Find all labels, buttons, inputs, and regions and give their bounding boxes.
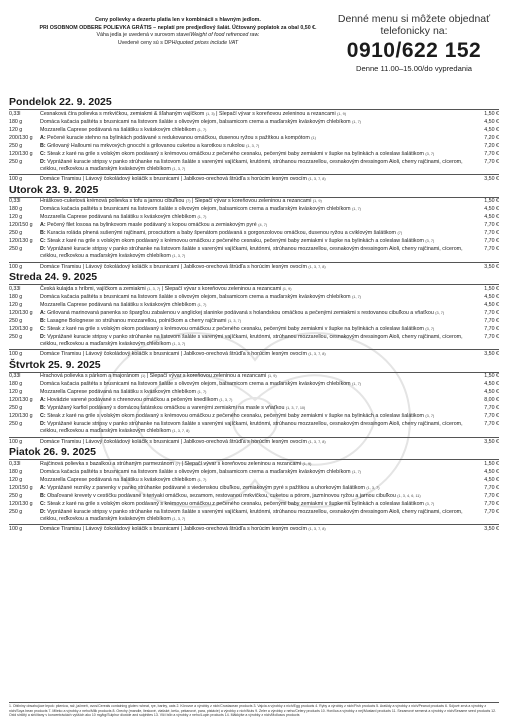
menu-item-row [9, 230, 499, 238]
item-allergens: (1, 3, 7) [227, 318, 241, 323]
item-description [40, 413, 473, 420]
item-price: 4,50 € [484, 214, 499, 220]
item-weight: 180 g [9, 468, 23, 475]
menu-item-row [9, 206, 499, 214]
info-weight-text: Váha jedla je uvedená v surovom stave/ [96, 32, 191, 39]
menu-item-row [9, 413, 499, 421]
day-section [0, 359, 509, 447]
item-name: Domáca kačacia paštéta s brusnicami na listovom šaláte s olivovým olejom, balsamicom crema a maďarským kváskovým chlebíkom [40, 118, 351, 125]
item-price: 4,50 € [484, 126, 499, 133]
item-allergens: (1, 3, 7, 8) [308, 264, 326, 269]
item-name: Vyprážané kuracie stripsy v panko strúhanke na listovom šaláte s varenými vajíčkami, krutónmi, strúhanou mozzarellou, cesnakovým dressingom Aioli, cherry rajčinami, cícerom, cviklou, reďkovkou a maďarským kváskovým chlebíkom [40, 158, 463, 172]
item-weight: 120/130 g [9, 325, 33, 332]
item-price: 4,50 € [484, 389, 499, 395]
item-price: 7,70 € [484, 484, 499, 491]
day-title: Utorok 23. 9. 2025 [9, 183, 99, 196]
menu-item-row [9, 150, 499, 158]
menu-item-row [9, 110, 499, 118]
item-price: 1,50 € [484, 110, 499, 117]
day-section [0, 446, 509, 534]
item-option-code: D: [40, 158, 46, 165]
item-description [40, 127, 473, 134]
item-price: 7,70 € [484, 150, 499, 157]
menu-item-row [9, 317, 499, 325]
item-description [40, 461, 473, 468]
item-weight: 250 g [9, 333, 23, 340]
item-weight: 120/130 g [9, 309, 33, 316]
order-contact [329, 13, 499, 73]
day-title: Streda 24. 9. 2025 [9, 271, 98, 283]
item-allergens: (1, 7) [352, 119, 361, 124]
item-name: Domáca kačacia paštéta s brusnicami na listovom šaláte s olivovým olejom, balsamicom crema a maďarským kváskovým chlebíkom [40, 206, 351, 212]
menu-item-row [9, 333, 499, 348]
item-name-alt: | Slepačí vývar s koreňovou zeleninou a rezancami [190, 198, 312, 204]
item-price: 7,20 € [484, 142, 499, 149]
menu-item-row [9, 142, 499, 150]
item-allergens: (1, 7) [352, 382, 361, 386]
item-description [40, 143, 473, 150]
item-description [40, 111, 473, 118]
menu-item-row [9, 524, 499, 534]
item-price: 4,50 € [484, 293, 499, 300]
item-description [40, 294, 473, 301]
menu-item-row [9, 476, 499, 484]
item-weight: 250 g [9, 158, 23, 165]
item-name: Mozzarella Caprese podávaná na šalátiku s kváskovým chlebíkom [40, 389, 197, 395]
item-name: Lasagne Bolognese so strúhanou mozzarellou, polníčkom a cherry rajčinami [47, 317, 227, 324]
item-description [40, 485, 473, 492]
menu-item-row [9, 134, 499, 142]
menu-item-row [9, 397, 499, 405]
item-description [40, 222, 473, 229]
item-weight: 120 g [9, 301, 23, 308]
item-name: Cesnaková čírа polievka s mrkvičkou, zemiakmi & šľahaným vajíčkom [40, 110, 205, 117]
item-allergens-alt: (1, 9) [282, 286, 292, 291]
item-option-code: B: [40, 492, 46, 499]
item-weight: 250 g [9, 317, 23, 324]
item-description [40, 493, 473, 500]
item-name: Vyprážané rezníky z panenky v panko strúhanke podávané s viedenskou cibuľkou, zemiakovým pyré s pažítkou a uhorkovým šalátikom [47, 484, 365, 491]
menu-item-row [9, 492, 499, 500]
day-section [0, 184, 509, 272]
order-label-2: telefonicky na: [380, 25, 448, 37]
item-allergens: (1, 3, 7) [246, 143, 260, 148]
item-description [40, 302, 473, 309]
item-price: 7,70 € [484, 500, 499, 507]
item-description [40, 246, 473, 260]
item-weight: 120/130 g [9, 150, 33, 157]
item-price: 7,70 € [484, 230, 499, 236]
item-weight: 120 g [9, 389, 23, 395]
menu-item-row [9, 349, 499, 359]
item-price: 7,70 € [484, 317, 499, 324]
item-option-code: B: [40, 405, 46, 411]
menu-item-row [9, 381, 499, 389]
item-price: 7,70 € [484, 238, 499, 244]
menu-item-row [9, 405, 499, 413]
item-allergens: (1, 7) [197, 302, 207, 307]
item-price: 3,50 € [484, 526, 499, 532]
item-weight: 0,33l [9, 460, 21, 467]
item-description [40, 230, 473, 237]
item-price: 7,70 € [484, 325, 499, 332]
item-price: 3,50 € [484, 438, 499, 445]
item-name: Hrachová polievka s párkom a majoránom [40, 373, 140, 379]
item-allergens: (1, 3, 7) [172, 516, 186, 521]
info-line-pickup: PRI OSOBNOM ODBERE POLIEVKA GRÁTIS – neplatí pre predjedlový šalát. Účtovaný poplatok za obal 0,50 €. [39, 24, 317, 31]
item-option-code: C: [40, 150, 46, 157]
item-name: Domáce Tiramisu | Lávový čokoládový koláčik s brusnicami | Jablkovo-orechová štrúdľa s horúcim lesným ovocím [40, 526, 307, 532]
item-description [40, 469, 473, 476]
item-description [40, 318, 473, 325]
item-name: Domáca kačacia paštéta s brusnicami na listovom šaláte s olivovým olejom, balsamicom crema a maďarským kváskovým chlebíkom [40, 381, 351, 387]
item-weight: 120/130 g [9, 397, 33, 403]
item-name: Rajčinová polievka s bazalkou a strúhaným parmezánom [40, 460, 174, 467]
item-allergens: (1, 7) [352, 469, 361, 474]
menu-item-row [9, 158, 499, 173]
item-description [40, 310, 473, 317]
menu-header [0, 0, 509, 96]
item-name: Mozzarella Caprese podávaná na šalátiku s kváskovým chlebíkom [40, 476, 197, 483]
item-allergens: (1, 3, 7) [172, 341, 186, 346]
item-price: 7,70 € [484, 158, 499, 165]
item-allergens: (3, 7) [425, 414, 435, 418]
item-allergens: (1, 3, 7, 8) [308, 527, 326, 531]
item-option-code: D: [40, 246, 46, 252]
menu-item-row [9, 238, 499, 246]
item-description [40, 264, 473, 271]
item-name: Domáce Tiramisu | Lávový čokoládový koláčik s brusnicami | Jablkovo-orechová štrúdľa s horúcim lesným ovocím [40, 438, 307, 445]
item-allergens: (1, 3) [205, 111, 215, 116]
item-allergens: (4, 7) [258, 223, 268, 227]
item-price: 7,70 € [484, 413, 499, 419]
item-weight: 180 g [9, 293, 23, 300]
item-price: 4,50 € [484, 118, 499, 125]
item-name: Vyprážané kuracie stripsy v panko strúhanke na listovom šaláte s varenými vajíčkami, krutónmi, strúhanou mozzarellou, cesnakovým dressingom Aioli, cherry rajčinami, cícerom, cviklou, reďkovkou a maďarským kváskovým chlebíkom [40, 333, 463, 347]
item-allergens: (1, 3, 7, 8) [308, 352, 326, 356]
item-weight: 200/130 g [9, 134, 33, 141]
menu-item-row [9, 437, 499, 447]
item-weight: 120/150 g [9, 484, 33, 491]
item-weight: 250 g [9, 492, 23, 499]
item-name: Domáca kačacia paštéta s brusnicami na listovom šaláte s olivovým olejom, balsamicom crema a maďarským kváskovým chlebíkom [40, 293, 351, 300]
item-weight: 250 g [9, 508, 23, 515]
item-price: 1,50 € [484, 285, 499, 292]
item-name: Pečené kuracie stehno na bylinkách podávané s redukovanou omáčkou, dusenou ryžou s pažítkou a kompótom [47, 134, 310, 141]
item-allergens: (3, 7) [425, 501, 435, 506]
item-name: Pečený filet lososa na bylinkovom masle podávaný s kopou omáčkou a zemiakovým pyré [47, 222, 257, 228]
item-name: Mozzarella Caprese podávaná na šalátiku s kváskovým chlebíkom [40, 301, 197, 308]
item-name-alt: | Slepačí vývar s koreňovou zeleninou a rezancami [160, 285, 282, 292]
item-name: Grilovaný Halloumi na mrkvových gnocchi s grilovanou cuketou a karotkou s rukolou [47, 142, 245, 149]
item-allergens: (1, 7) [352, 294, 361, 299]
item-price: 3,50 € [484, 176, 499, 182]
item-weight: 250 g [9, 142, 23, 149]
item-description [40, 501, 473, 508]
item-price: 7,20 € [484, 134, 499, 141]
item-weight: 120 g [9, 476, 23, 483]
item-name: Grilovaná marinovaná panenka so špargľou zabalenou v anglickej slaninke podávaná s holandskou omáčkou a pečenými zemiakmi s restovanou cibuľkou a vňaťkou [47, 309, 434, 316]
weekly-menu [0, 96, 509, 534]
menu-item-row [9, 508, 499, 523]
menu-item-row [9, 214, 499, 222]
item-allergens-alt: (1, 9) [337, 111, 346, 116]
item-name: Česká kulajda s hríbmi, vajíčkom a zemiakmi [40, 285, 146, 292]
item-option-code: C: [40, 238, 46, 244]
item-name: Vyprážané kuracie stripsy v panko strúhanke na listovom šaláte s varenými vajíčkami, krutónmi, strúhanou mozzarellou, cesnakovým dressingom Aioli, cherry rajčinami, cícerom, cviklou, reďkovkou a maďarským kváskovým chlebíkom [40, 508, 463, 522]
item-weight: 100 g [9, 176, 23, 182]
item-weight: 100 g [9, 526, 23, 532]
item-name: Hráškovo-cuketová krémová polievka s tofu a jarnou cibuľkou [40, 198, 185, 204]
menu-item-row [9, 118, 499, 126]
info-weight-italic: Weight of food refrenced raw. [190, 32, 260, 39]
pricing-info [8, 17, 348, 47]
item-description [40, 151, 473, 158]
item-name: Domáca kačacia paštéta s brusnicami na listovom šaláte s olivovým olejom, balsamicom crema a maďarským kváskovým chlebíkom [40, 468, 351, 475]
item-weight: 180 g [9, 206, 23, 212]
item-allergens: (1, 7) [352, 207, 361, 211]
menu-item-row [9, 293, 499, 301]
item-option-code: D: [40, 333, 46, 340]
item-weight: 100 g [9, 351, 23, 357]
item-allergens: (1, 3, 7, 8) [308, 439, 326, 444]
phone-number[interactable]: 0910/622 152 [346, 39, 482, 62]
item-option-code: C: [40, 325, 46, 332]
day-section [0, 96, 509, 184]
item-description [40, 526, 473, 533]
item-description [40, 214, 473, 221]
item-description [40, 119, 473, 126]
item-allergens: (1) [140, 374, 146, 378]
menu-item-row [9, 126, 499, 134]
item-description [40, 238, 473, 245]
item-description [40, 159, 473, 173]
item-description [40, 439, 473, 446]
item-allergens-alt: (1, 9) [267, 374, 277, 378]
item-weight: 0,33l [9, 198, 21, 204]
day-title: Štvrtok 25. 9. 2025 [9, 358, 101, 371]
item-name: Mozzarella Caprese podávaná na šalátiku s kváskovým chlebíkom [40, 214, 197, 220]
item-name: Steak z karé na grile s volským okom podávaný s krémovou omáčkou z pečeného cesnaku, pečenými baby zemiakmi v šupke na bylinkách a coleslaw šalátikom [47, 325, 424, 332]
item-name: Domáce Tiramisu | Lávový čokoládový koláčik s brusnicami | Jablkovo-orechová štrúdľa s horúcim lesným ovocím [40, 351, 307, 357]
item-description [40, 389, 473, 396]
menu-item-row [9, 309, 499, 317]
item-price: 3,50 € [484, 351, 499, 357]
item-description [40, 477, 473, 484]
info-line-vat [8, 40, 348, 48]
item-name: Vyprážaný karfiol podávaný s domácou tatárskou omáčkou a varenými zemiakmi na masle s vňaťkou [47, 405, 285, 411]
item-option-code: D: [40, 508, 46, 515]
item-allergens: (1, 3, 7) [366, 485, 380, 490]
menu-item-row [9, 389, 499, 397]
item-allergens: (1, 7) [197, 127, 207, 132]
item-name-alt: | Slepačí vývar s koreňovou zeleninou a rezancami [214, 110, 336, 117]
item-allergens: (1, 3, 4, 6, 11) [397, 493, 421, 498]
item-allergens: (1, 7) [197, 215, 207, 219]
item-option-code: D: [40, 421, 46, 427]
item-option-code: A: [40, 222, 46, 228]
item-weight: 250 g [9, 246, 23, 252]
item-option-code: B: [40, 142, 46, 149]
allergen-legend: 1. Obilniny obsahujúce lepok: pšenica, raž, jačmeň, ovos/Cereals containing gluten: wheat, rye, barley, oats 2. Kôrovce a výrobky z nich/Crustacean products 3. Vajcia a výrobky z nich/Egg products 4. Ryby a výrobky z nich/Fish products 5. Arašidy a výrobky z nich/Peanut products 6. Sójové zrná a výrobky z nich/Soya bean products 7. Mlieko a výrobky z neho/Milk products 8. Orechy (mandle, lieskové, vlašské, kešu, pekanové, para, pistácie) a výrobky z nich/Nuts 9. Zeler a výrobky z neho/Celery products 10. Horčica a výrobky z nej/Mustard products 11. Sezamové semená a výrobky z nich/Sesame seed products 12. Oxid siričitý a siričitany v koncentráciách vyšších ako 10 mg/kg/Sulphur dioxide and sulphites 13. Vlčí bôb a výrobky z neho/Lupin products 14. Mäkkýše a výrobky z nich/Molluscs products [9, 702, 499, 718]
info-vat-italic: quoted prices include VAT [177, 39, 239, 46]
item-weight: 120/130 g [9, 500, 33, 507]
item-allergens: (1, 7) [197, 390, 207, 394]
item-allergens: (1) [311, 135, 316, 140]
item-name: Vyprážané kuracie stripsy v panko strúhanke na listovom šaláte s varenými vajíčkami, krutónmi, strúhanou mozzarellou, cesnakovým dressingom Aioli, cherry rajčinami, cícerom, cviklou, reďkovkou a maďarským kváskovým chlebíkom [40, 421, 463, 434]
item-allergens: (1, 3, 7) [147, 286, 161, 291]
day-title: Piatok 26. 9. 2025 [9, 446, 96, 458]
item-description [40, 135, 473, 142]
item-price: 7,70 € [484, 405, 499, 411]
item-weight: 250 g [9, 405, 23, 411]
menu-item-row [9, 500, 499, 508]
item-allergens: (3, 7) [425, 151, 435, 156]
item-name: Steak z karé na grile s volským okom podávaný s krémovou omáčkou z pečeného cesnaku, pečenými baby zemiakmi v šupke na bylinkách a coleslaw šalátikom [47, 150, 424, 157]
item-price: 8,00 € [484, 397, 499, 403]
item-description [40, 176, 473, 183]
item-description [40, 421, 473, 435]
item-allergens: (7) [185, 199, 191, 203]
menu-item-row [9, 460, 499, 468]
menu-item-row [9, 484, 499, 492]
menu-item-row [9, 246, 499, 261]
item-price: 4,50 € [484, 381, 499, 387]
item-weight: 0,33l [9, 373, 21, 379]
day-title: Pondelok 22. 9. 2025 [9, 96, 112, 108]
item-weight: 120/130 g [9, 413, 33, 419]
item-description [40, 334, 473, 348]
item-description [40, 198, 473, 205]
item-name: Steak z karé na grile s volským okom podávaný s krémovou omáčkou z pečeného cesnaku, pečenými baby zemiakmi v šupke na bylinkách a coleslaw šalátikom [47, 500, 424, 507]
item-allergens: (3, 7) [425, 326, 435, 331]
info-line-weight [8, 32, 348, 40]
item-price: 7,70 € [484, 222, 499, 228]
item-name-alt: | Slepačí vývar s koreňovou zeleninou a rezancami [145, 373, 267, 379]
item-allergens: (1, 3, 7, 8) [172, 429, 190, 433]
item-allergens: (1, 3, 7) [172, 166, 186, 171]
item-option-code: B: [40, 230, 46, 236]
item-weight: 250 g [9, 230, 23, 236]
menu-item-row [9, 301, 499, 309]
menu-item-row [9, 373, 499, 381]
item-price: 4,50 € [484, 476, 499, 483]
item-weight: 100 g [9, 263, 23, 270]
item-price: 7,70 € [484, 309, 499, 316]
item-allergens: (3, 7) [435, 310, 445, 315]
item-option-code: A: [40, 309, 46, 316]
menu-item-row [9, 325, 499, 333]
item-name: Mozzarella Caprese podávaná na šalátiku s kváskovým chlebíkom [40, 126, 197, 133]
info-line-combination: Ceny polievky a dezertu platia len v kombinácii s hlavným jedlom. [95, 17, 261, 23]
item-description [40, 397, 473, 404]
item-name: Steak z karé na grile s volským okom podávaný s krémovou omáčkou z pečeného cesnaku, pečenými baby zemiakmi v šupke na bylinkách a coleslaw šalátikom [47, 238, 424, 244]
item-description [40, 286, 473, 293]
item-name: Hovädzie varené podávané s chrenovou omáčkou a pečeným knedlíkom [47, 397, 218, 403]
item-allergens-alt: (1, 9) [302, 461, 312, 466]
item-price: 3,50 € [484, 263, 499, 270]
menu-item-row [9, 198, 499, 206]
item-name-alt: | Slepačí vývar s koreňovou zeleninou a rezancami [180, 460, 302, 467]
item-price: 7,70 € [484, 333, 499, 340]
item-weight: 120 g [9, 214, 23, 220]
item-allergens: (1, 3, 7) [219, 398, 233, 402]
item-description [40, 351, 473, 358]
item-description [40, 373, 473, 380]
order-label-1: Denné menu si môžete objednať [337, 13, 491, 25]
item-price: 7,70 € [484, 246, 499, 252]
menu-item-row [9, 262, 499, 272]
item-name: Obaľované krevety v cestíčku podávané s teriyaki omáčkou, sezamom, restovanou mrkvičkou, cuketou a pórom, jazmínovou ryžou a jarnou cibuľkou [47, 492, 396, 499]
menu-item-row [9, 285, 499, 293]
item-option-code: A: [40, 484, 46, 491]
menu-item-row [9, 468, 499, 476]
item-weight: 120/150 g [9, 222, 33, 228]
item-option-code: C: [40, 500, 46, 507]
item-weight: 100 g [9, 438, 23, 445]
item-description [40, 381, 473, 388]
item-option-code: A: [40, 134, 46, 141]
item-weight: 120/130 g [9, 238, 33, 244]
item-price: 7,70 € [484, 492, 499, 499]
day-section [0, 271, 509, 359]
item-allergens-alt: (1, 9) [312, 199, 322, 203]
item-weight: 250 g [9, 421, 23, 427]
info-vat-text: Uvedené ceny sú s DPH/ [117, 39, 178, 46]
item-allergens: (1, 3, 7) [172, 254, 186, 258]
item-price: 7,70 € [484, 421, 499, 427]
item-allergens: (3, 7) [425, 239, 435, 243]
item-weight: 0,33l [9, 285, 21, 292]
item-name: Domáce Tiramisu | Lávový čokoládový koláčik s brusnicami | Jablkovo-orechová štrúdľa s horúcim lesným ovocím [40, 176, 307, 182]
item-weight: 180 g [9, 118, 23, 125]
item-option-code: C: [40, 413, 46, 419]
item-name: Kuracia roláda plnená sušenými rajčinami, prosciuttom a baby špenátom podávaná s gorgonzolovou omáčkou, dusenou ryžou a cviklovým šalátikom [47, 230, 396, 236]
item-description [40, 326, 473, 333]
item-name: Domáce Tiramisu | Lávový čokoládový koláčik s brusnicami | Jablkovo-orechová štrúdľa s horúcim lesným ovocím [40, 263, 307, 270]
item-weight: 0,33l [9, 110, 21, 117]
item-allergens: (7) [397, 231, 403, 235]
item-allergens: (1, 3, 7, 10) [285, 406, 306, 410]
item-weight: 120 g [9, 126, 23, 133]
item-price: 1,50 € [484, 198, 499, 204]
item-description [40, 206, 473, 213]
menu-item-row [9, 222, 499, 230]
opening-hours: Denne 11.00–15.00/do vypredania [356, 64, 472, 73]
item-price: 4,50 € [484, 301, 499, 308]
item-option-code: B: [40, 317, 46, 324]
item-price: 7,70 € [484, 508, 499, 515]
item-price: 4,50 € [484, 468, 499, 475]
item-allergens: (7) [175, 461, 181, 466]
item-description [40, 509, 473, 523]
menu-item-row [9, 174, 499, 184]
item-allergens: (1, 7) [197, 477, 207, 482]
item-description [40, 405, 473, 412]
item-name: Vyprážané kuracie stripsy v panko strúhanke na listovom šaláte s varenými vajíčkami, krutónmi, strúhanou mozzarellou, cesnakovým dressingom Aioli, cherry rajčinami, cícerom, cviklou, reďkovkou a maďarským kváskovým chlebíkom [40, 246, 463, 259]
menu-item-row [9, 421, 499, 436]
item-price: 1,50 € [484, 373, 499, 379]
item-name: Steak z karé na grile s volským okom podávaný s krémovou omáčkou z pečeného cesnaku, pečenými baby zemiakmi v šupke na bylinkách a coleslaw šalátikom [47, 413, 424, 419]
item-allergens: (1, 3, 7, 8) [308, 177, 326, 181]
item-option-code: A: [40, 397, 46, 403]
item-weight: 180 g [9, 381, 23, 387]
item-price: 1,50 € [484, 460, 499, 467]
item-price: 4,50 € [484, 206, 499, 212]
